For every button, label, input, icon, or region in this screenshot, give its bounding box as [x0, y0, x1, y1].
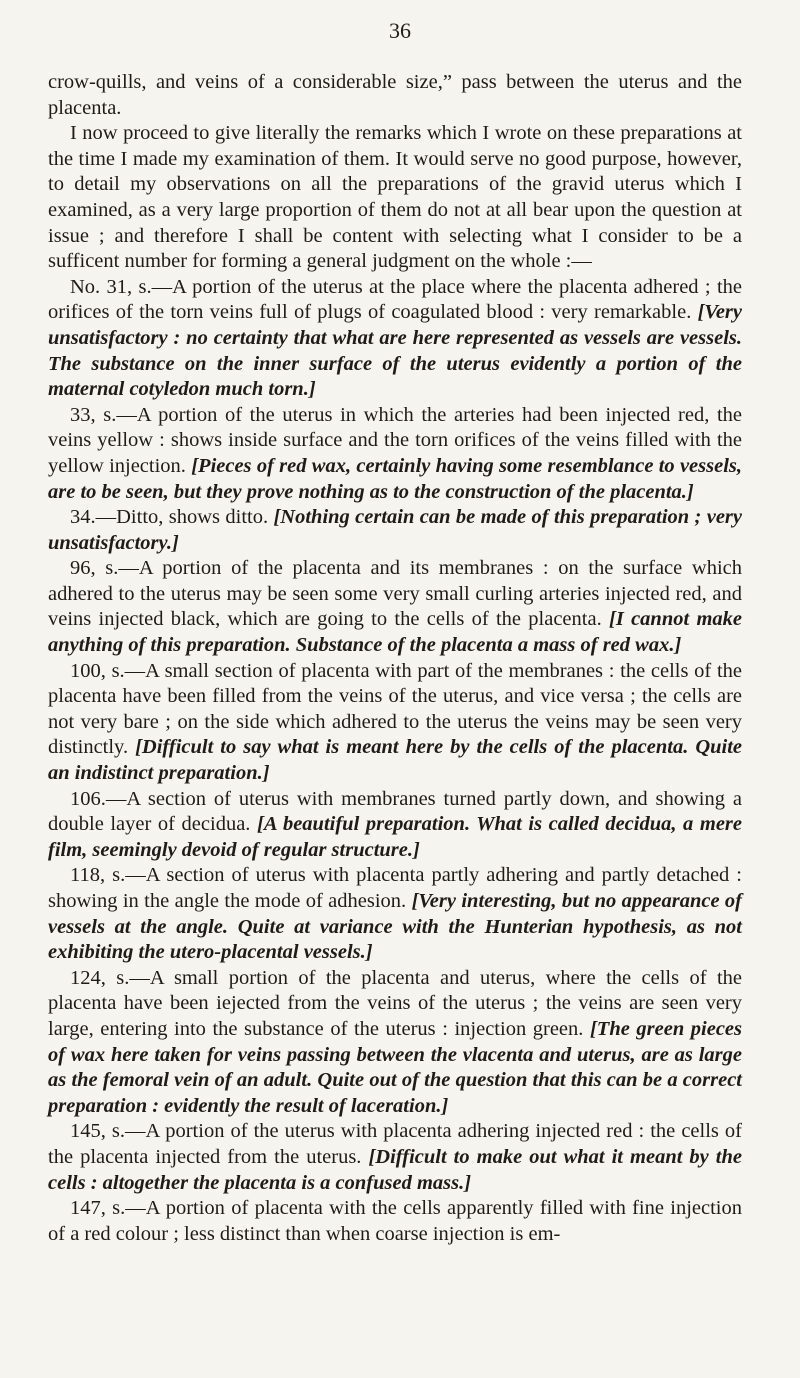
entry-comment: [Difficult to make out what it meant by the cells : altogether the placenta is a confused mass.]: [48, 1145, 743, 1194]
entry-96: [48, 556, 742, 658]
entry-comment: [A beautiful preparation. What is called decidua, a mere film, seemingly devoid of regular structure.]: [48, 813, 743, 861]
paragraph-text: I now proceed to give literally the remarks which I wrote on these preparations at the time I made my examination of them. It would serve no good purpose, however, to detail my observations on all the preparations of the gravid uterus which I examined, as a very large proportion of them do not at all bear upon the question at issue ; and therefore I shall be content with selecting what I consider to be a sufficent number for forming a general judgment on the whole :—: [48, 122, 742, 273]
entry-description: 124, s.—A small portion of the placenta and uterus, where the cells of the placenta have been iejected from the veins of the uterus ; the veins are seen very large, entering into the substance of the uterus : injection green.: [48, 966, 742, 1040]
entry-description: 118, s.—A section of uterus with placenta partly adhering and partly detached : showing in the angle the mode of adhesion.: [48, 864, 742, 912]
entry-34: [48, 505, 742, 556]
entry-comment: [Very interesting, but no appearance of vessels at the angle. Quite at variance with the Hunterian hypothesis, as not exhibiting the utero-placental vessels.]: [48, 890, 742, 964]
entry-comment: [Difficult to say what is meant here by the cells of the placenta. Quite an indistinct preparation.]: [48, 736, 743, 785]
entry-description: No. 31, s.—A portion of the uterus at the place where the placenta adhered ; the orifices of the torn veins full of plugs of coagulated blood : very remarkable.: [48, 275, 742, 324]
entry-147: [48, 1196, 742, 1247]
body-text: [48, 70, 742, 1247]
entry-description: 34.—Ditto, shows ditto.: [70, 506, 269, 529]
entry-description: 147, s.—A portion of placenta with the cells apparently filled with fine injection of a red colour ; less distinct than when coarse injection is em-: [48, 1197, 742, 1245]
entry-description: 106.—A section of uterus with membranes turned partly down, and showing a double layer of decidua.: [48, 787, 742, 836]
entry-145: [48, 1119, 742, 1196]
entry-comment: [Very unsatisfactory : no certainty that what are here represented as vessels are vessels. The substance on the inner surface of the uterus evidently a portion of the maternal cotyledon much torn.]: [48, 301, 743, 401]
entry-33: [48, 403, 742, 505]
entry-description: 100, s.—A small section of placenta with part of the membranes : the cells of the placenta have been filled from the veins of the uterus, and vice versa ; the cells are not very bare ; on the side which adhered to the uterus the veins may be seen very distinctly.: [48, 659, 742, 759]
entry-description: 33, s.—A portion of the uterus in which the arteries had been injected red, the veins yellow : shows inside surface and the torn orifices of the veins filled with the yellow injection.: [48, 403, 742, 477]
page-number: 36: [389, 18, 411, 43]
entry-106: [48, 787, 742, 864]
entry-comment: [Nothing certain can be made of this preparation ; very unsatisfactory.]: [48, 506, 743, 554]
entry-description: 145, s.—A portion of the uterus with placenta adhering injected red : the cells of the placenta injected from the uterus.: [48, 1120, 742, 1168]
paragraph-intro: [48, 121, 742, 275]
entry-comment: [The green pieces of wax here taken for veins passing between the vlacenta and uterus, are as large as the femoral vein of an adult. Quite out of the question that this can be a correct preparation : evidently the result of laceration.]: [48, 1017, 742, 1117]
entry-comment: [I cannot make anything of this preparation. Substance of the placenta a mass of red wax.]: [48, 608, 743, 657]
entry-100: [48, 659, 742, 787]
paragraph-text: crow-quills, and veins of a considerable size,” pass between the uterus and the placenta.: [48, 71, 742, 119]
entry-124: [48, 966, 742, 1120]
paragraph-continuation: [48, 70, 742, 121]
entry-118: [48, 863, 742, 965]
entry-description: 96, s.—A portion of the placenta and its membranes : on the surface which adhered to the uterus may be seen some very small curling arteries injected red, and veins injected black, which are going to the cells of the placenta.: [48, 557, 742, 631]
entry-comment: [Pieces of red wax, certainly having some resemblance to vessels, are to be seen, but they prove nothing as to the construction of the placenta.]: [48, 454, 743, 503]
entry-31: [48, 275, 742, 403]
